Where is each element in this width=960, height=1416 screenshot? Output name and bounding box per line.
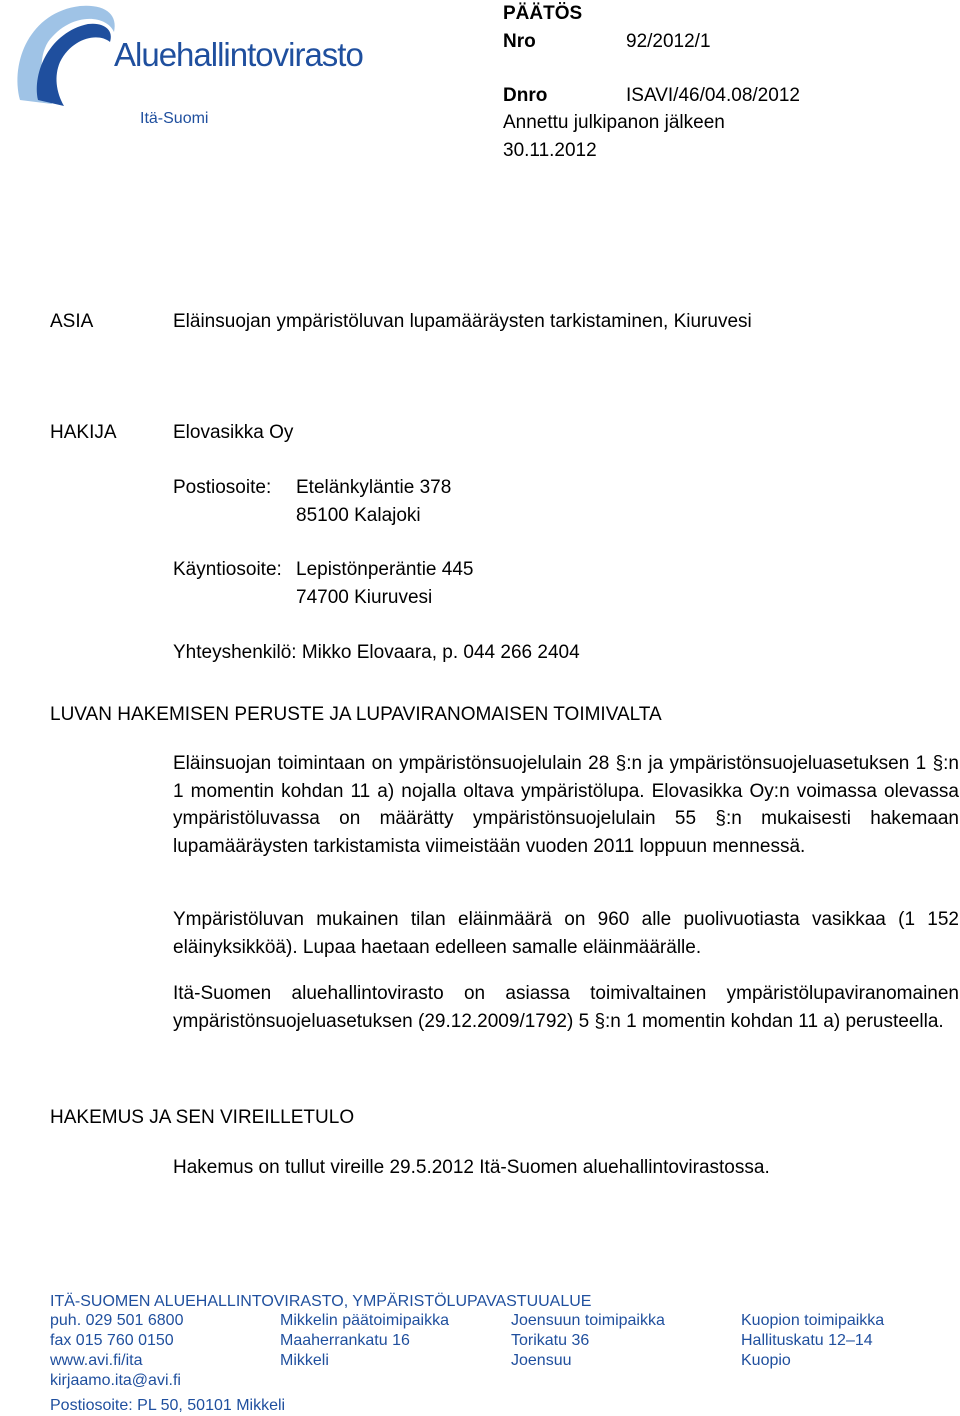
application-text: Hakemus on tullut vireille 29.5.2012 Itä-Suomen aluehallintovirastossa. (173, 1157, 770, 1178)
visit-label: Käyntiosoite: (173, 559, 282, 580)
asia-text: Eläinsuojan ympäristöluvan lupamääräysten tarkistaminen, Kiuruvesi (173, 311, 752, 332)
footer-email-link[interactable]: kirjaamo.ita@avi.fi (50, 1372, 181, 1389)
visit-line-1: Lepistönperäntie 445 (296, 559, 474, 580)
footer-mikkeli-street: Maaherrankatu 16 (280, 1332, 410, 1349)
issued-line-1: Annettu julkipanon jälkeen (503, 112, 725, 133)
nro-row (503, 28, 711, 55)
logo (10, 2, 390, 107)
footer-fax: fax 015 760 0150 (50, 1332, 174, 1349)
contact-person: Yhteyshenkilö: Mikko Elovaara, p. 044 266 2404 (173, 642, 580, 663)
section-heading-authority: LUVAN HAKEMISEN PERUSTE JA LUPAVIRANOMAISEN TOIMIVALTA (50, 704, 662, 725)
footer-kuopio-street: Hallituskatu 12–14 (741, 1332, 873, 1349)
footer-office-kuopio: Kuopion toimipaikka (741, 1312, 885, 1329)
paragraph-legal-basis: Eläinsuojan toimintaan on ympäristönsuojelulain 28 §:n ja ympäristönsuojeluasetuksen 1 §:n 1 momentin kohdan 11 a) nojalla oltava ympäristölupa. Elovasikka Oy:n voimassa olevassa ympäristöluvassa on määrätty ympäristönsuojelulain 55 §:n mukaisesti hakemaan lupamääräysten tarkistamista viimeistään vuoden 2011 loppuun mennessä. (173, 753, 959, 857)
paragraph-animal-count: Ympäristöluvan mukainen tilan eläinmäärä on 960 alle puolivuotiasta vasikkaa (1 152 eläinyksikköä). Lupaa haetaan edelleen samalle eläinmäärälle. (173, 909, 959, 958)
postal-line-1: Etelänkyläntie 378 (296, 477, 452, 498)
nro-value: 92/2012/1 (626, 31, 711, 52)
hakija-label: HAKIJA (50, 422, 117, 443)
postal-line-2: 85100 Kalajoki (296, 505, 421, 526)
footer-phone: puh. 029 501 6800 (50, 1312, 184, 1329)
footer-office-joensuu: Joensuun toimipaikka (511, 1312, 665, 1329)
logo-region: Itä-Suomi (140, 110, 209, 127)
paragraph-competence: Itä-Suomen aluehallintovirasto on asiassa toimivaltainen ympäristölupaviranomainen ympäristönsuojeluasetuksen (29.12.2009/1792) 5 §:n 1 momentin kohdan 11 a) perusteella. (173, 983, 959, 1032)
footer-website-link[interactable]: www.avi.fi/ita (50, 1352, 143, 1369)
logo-swoosh-icon (10, 2, 120, 107)
footer-mikkeli-city: Mikkeli (280, 1352, 329, 1369)
section-heading-application: HAKEMUS JA SEN VIREILLETULO (50, 1107, 355, 1128)
nro-label: Nro (503, 31, 536, 52)
doc-type-label: PÄÄTÖS (503, 3, 583, 24)
footer-postal-address: Postiosoite: PL 50, 50101 Mikkeli (50, 1397, 286, 1414)
postal-label: Postiosoite: (173, 477, 272, 498)
footer-joensuu-city: Joensuu (511, 1352, 572, 1369)
footer-office-mikkeli: Mikkelin päätoimipaikka (280, 1312, 449, 1329)
dnro-label: Dnro (503, 85, 548, 106)
issued-line-2: 30.11.2012 (503, 140, 597, 161)
doc-type (503, 0, 582, 27)
logo-text: Aluehallintovirasto (114, 36, 363, 73)
asia-label: ASIA (50, 311, 94, 332)
footer-org: ITÄ-SUOMEN ALUEHALLINTOVIRASTO, YMPÄRISTÖLUPAVASTUUALUE (50, 1293, 592, 1310)
visit-line-2: 74700 Kiuruvesi (296, 587, 433, 608)
dnro-value: ISAVI/46/04.08/2012 (626, 85, 800, 106)
footer-kuopio-city: Kuopio (741, 1352, 791, 1369)
footer-joensuu-street: Torikatu 36 (511, 1332, 590, 1349)
dnro-row (503, 82, 800, 109)
hakija-name: Elovasikka Oy (173, 422, 294, 443)
